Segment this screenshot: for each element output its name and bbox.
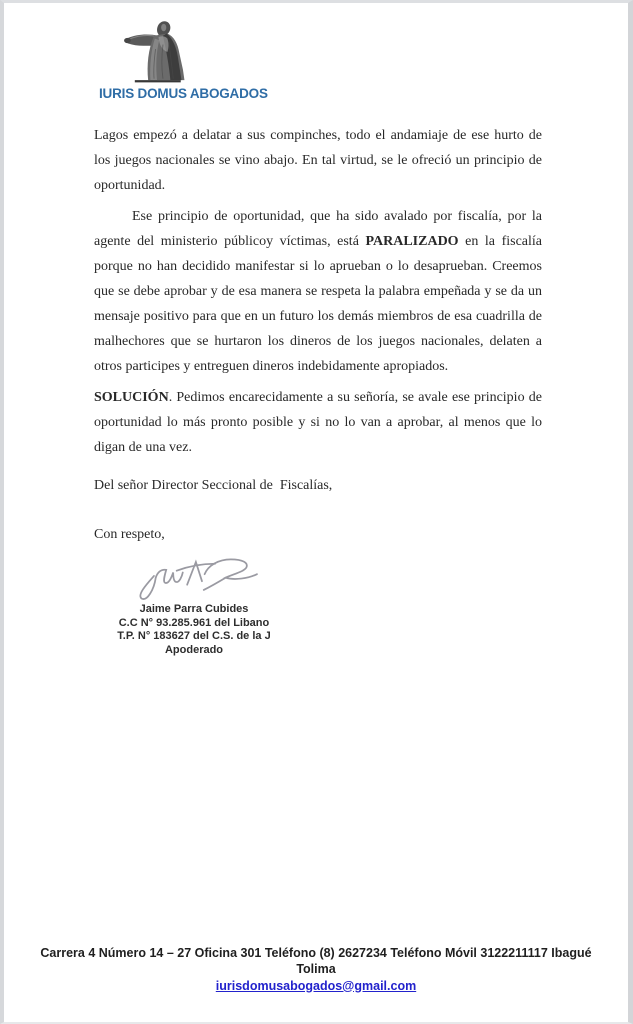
handwritten-signature-icon — [116, 555, 274, 603]
signature-block — [96, 555, 292, 657]
footer-address: Carrera 4 Número 14 – 27 Oficina 301 Teléfono (8) 2627234 Teléfono Móvil 3122211117 Ibagué — [40, 945, 592, 960]
letter-body — [94, 123, 542, 547]
signatory-role: Apoderado — [164, 643, 224, 656]
paragraph-solution-run-2: . Pedimos encarecidamente a su señoría, se avale ese principio de oportunidad lo más pronto posible y si no lo van a aprobar, al menos que lo digan de una vez. — [94, 390, 542, 455]
signatory-professional-card: T.P. N° 183627 del C.S. de la J — [117, 630, 271, 642]
paragraph-2-run-3: en la fiscalía porque no han decidido manifestar si lo aprueban o lo desaprueban. Creemos que se debe aprobar y de esa manera se respeta la palabra empeñada y se da un mensaje positivo para que en un futuro los demás miembros de esa cuadrilla de malhechores que se hurtaron los dineros de los juegos nacionales, delaten a otros participes y entreguen dineros indebidamente apropiados. — [94, 234, 542, 374]
signatory-id: C.C N° 93.285.961 del Libano — [118, 616, 270, 629]
paragraph-1: Lagos empezó a delatar a sus compinches, todo el andamiaje de ese hurto de los juegos nacionales se vino abajo. En tal virtud, se le ofreció un principio de oportunidad. — [94, 128, 542, 193]
law-firm-logo — [94, 19, 542, 103]
paragraph-2-run-1: Ese principio de oportunidad, que ha sido avalado por fiscalía, por la agente del ministerio públicoy víctimas, está — [94, 209, 542, 249]
solution-emphasis: SOLUCIÓN — [94, 390, 169, 405]
closing-line: Con respeto, — [94, 527, 165, 542]
letter-footer — [34, 945, 598, 995]
footer-city: Tolima — [296, 962, 336, 976]
signatory-name: Jaime Parra Cubides — [139, 603, 249, 615]
paragraph-solution — [94, 385, 542, 460]
paralizado-emphasis: PARALIZADO — [365, 234, 459, 249]
email-link[interactable]: iurisdomusabogados@gmail.com — [215, 978, 417, 993]
paragraph-2 — [94, 204, 542, 379]
addressee-line: Del señor Director Seccional de Fiscalías, — [94, 478, 333, 493]
law-firm-name: IURIS DOMUS ABOGADOS — [99, 86, 268, 101]
roman-orator-statue-icon — [120, 19, 200, 85]
